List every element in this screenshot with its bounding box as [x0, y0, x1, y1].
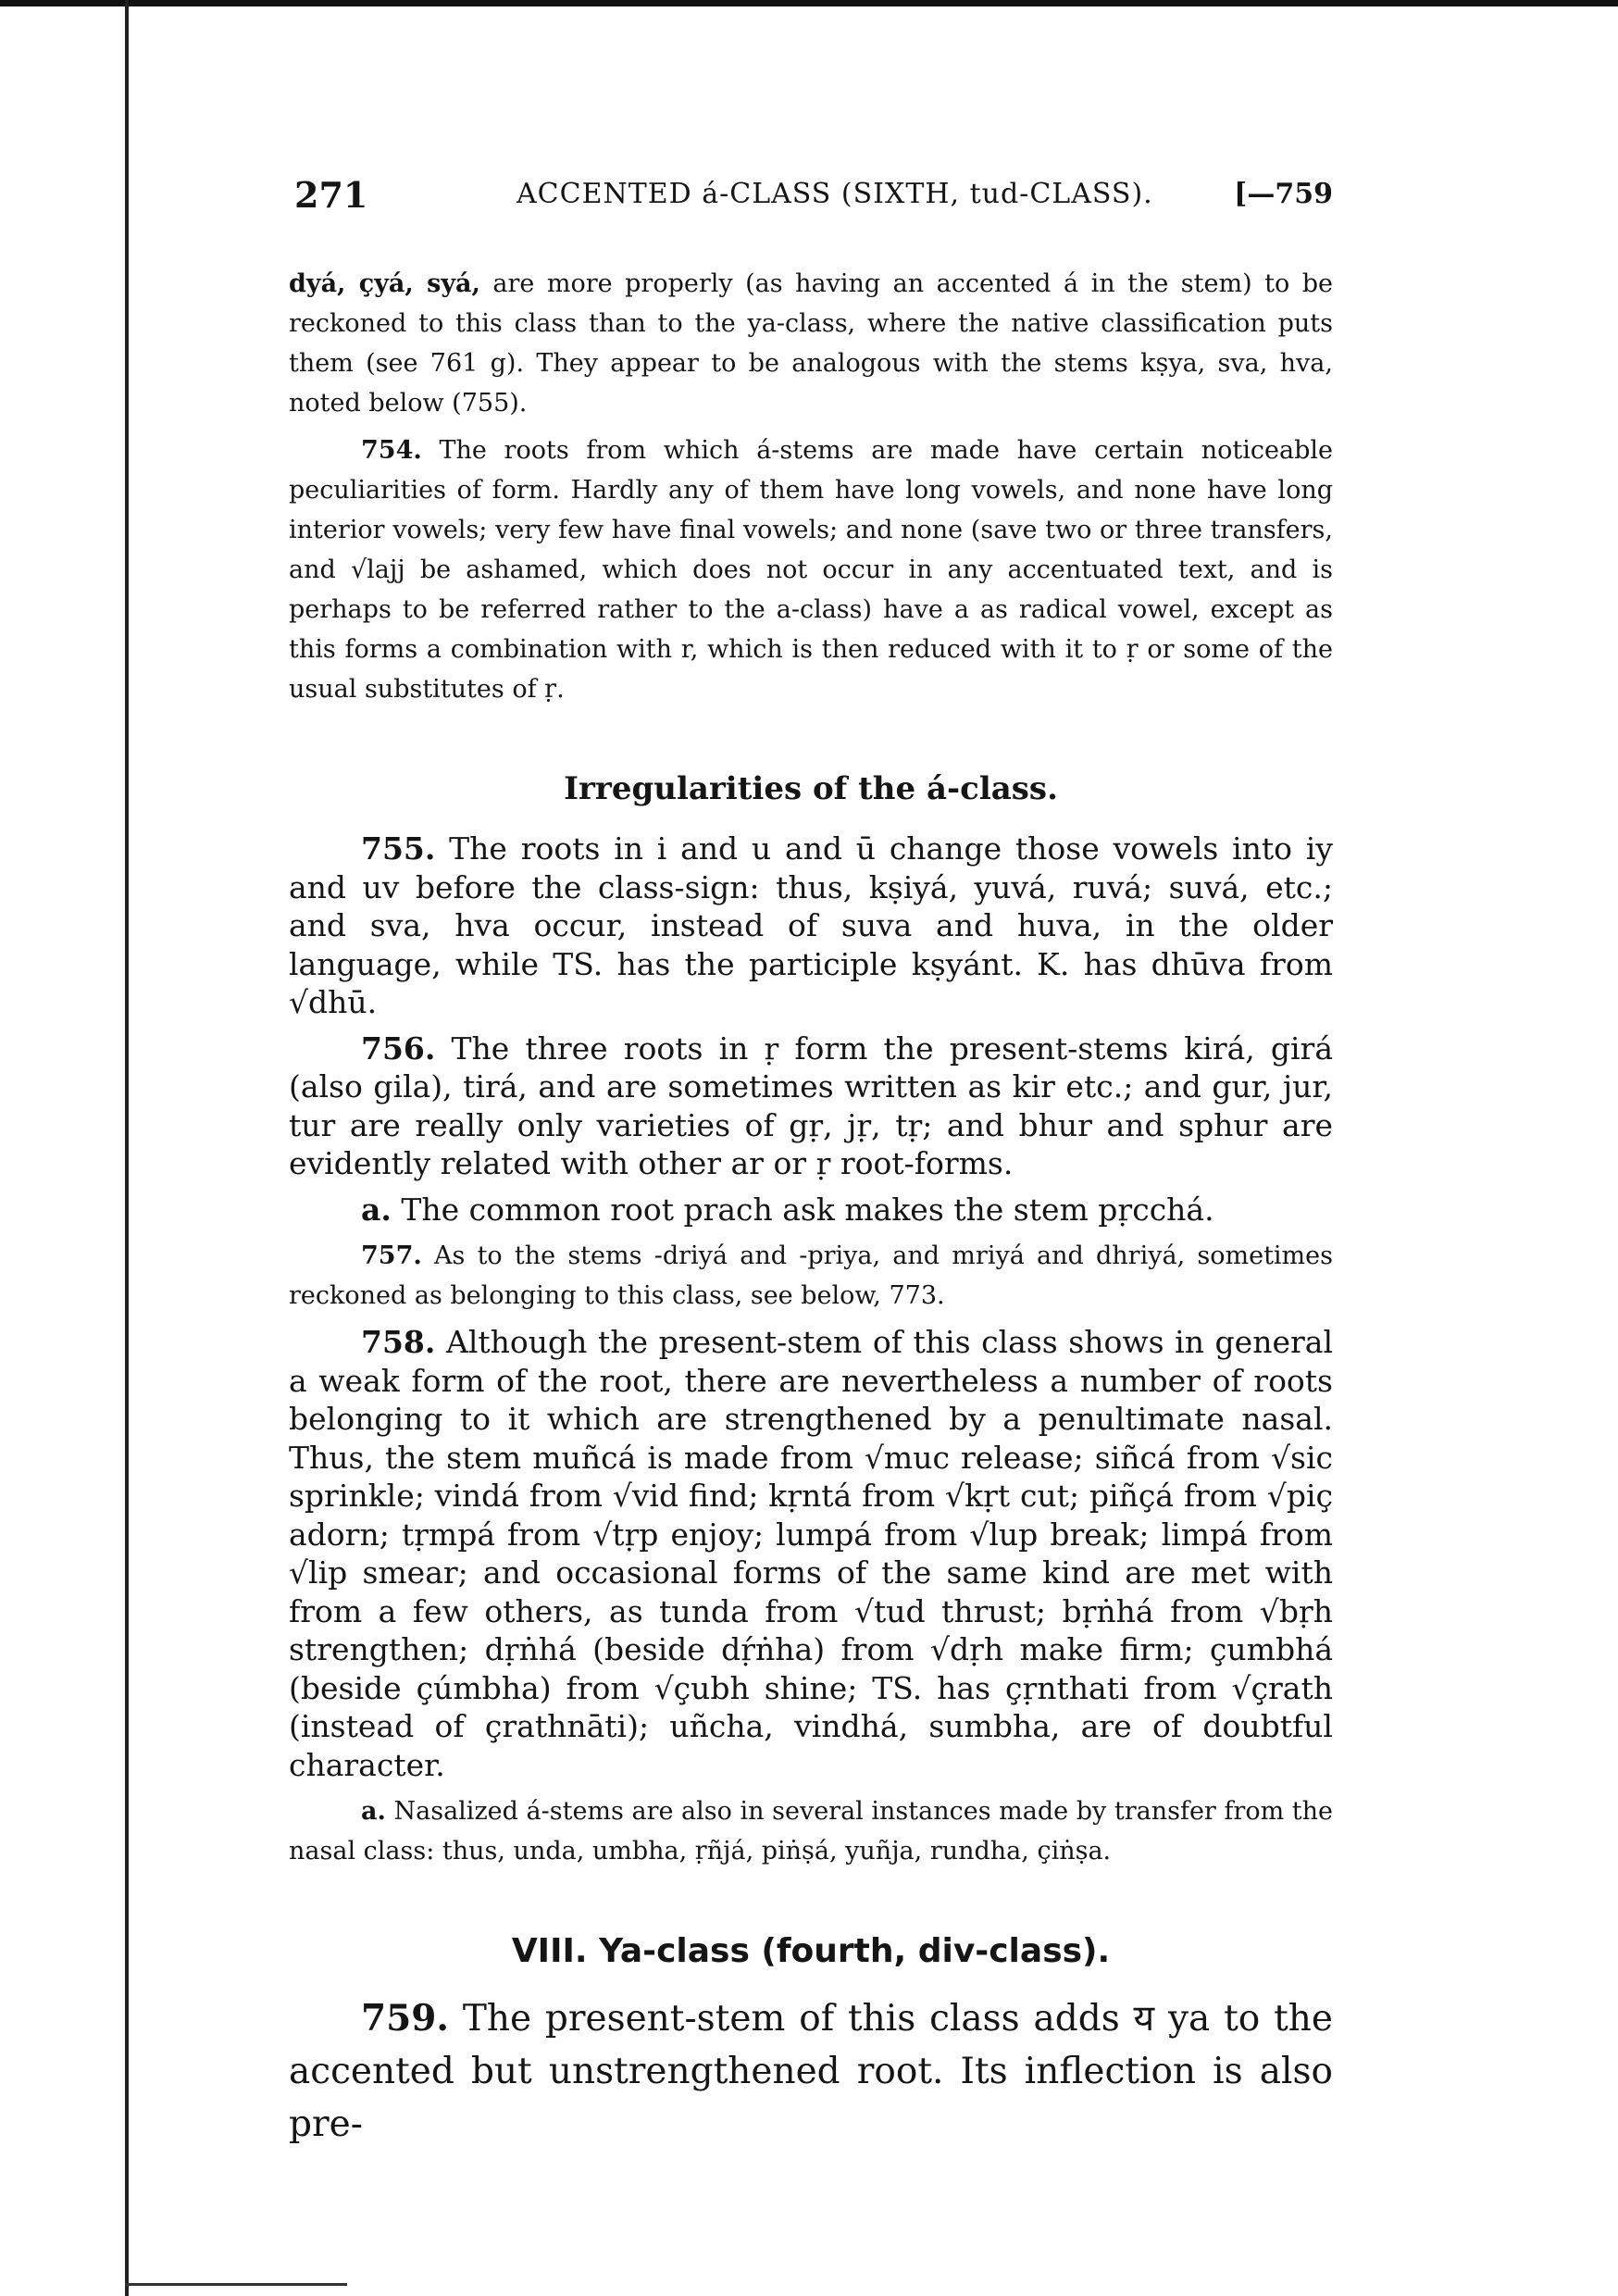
intro-paragraph	[289, 264, 1333, 423]
page-body	[289, 264, 1333, 2158]
paragraph-758a	[289, 1791, 1333, 1871]
subparagraph-label: a.	[361, 1191, 392, 1228]
left-binding-edge	[125, 0, 129, 2296]
paragraph-text: As to the stems -driyá and -priya, and mriyá and dhriyá, sometimes reckoned as belonging to this class, see below, 773.	[289, 1242, 1333, 1310]
paragraph-754	[289, 430, 1333, 709]
section-heading-ya-class: VIII. Ya-class (fourth, div-class).	[511, 1932, 1111, 1970]
paragraph-text: The roots from which á-stems are made have certain noticeable peculiarities of form. Hardly any of them have long vowels, and none have long interior vowels; very few have final vowels; and none (save two or three transfers, and √lajj be ashamed, which does not occur in any accentuated text, and is perhaps to be referred rather to the a-class) have a as radical vowel, except as this forms a combination with r, which is then reduced with it to ṛ or some of the usual substitutes of ṛ.	[289, 436, 1333, 704]
paragraph-text: The roots in i and u and ū change those vowels into iy and uv before the class-sign: thus, kṣiyá, yuvá, ruvá; suvá, etc.; and sva, hva occur, instead of suva and huva, in the older language, while TS. has the participle kṣyánt. K. has dhūva from √dhū.	[289, 830, 1333, 1020]
paragraph-number: 759.	[361, 1997, 449, 2040]
paragraph-text: The three roots in ṛ form the present-stems kirá, girá (also gila), tirá, and are sometimes written as kir etc.; and gur, jur, tur are really only varieties of gṛ, jṛ, tṛ; and bhur and sphur are evidently related with other ar or ṛ root-forms.	[289, 1029, 1333, 1181]
paragraph-number: 757.	[361, 1242, 422, 1270]
subparagraph-label: a.	[361, 1797, 386, 1826]
paragraph-number: 755.	[361, 830, 436, 867]
section-reference: [—759	[1234, 178, 1333, 210]
intro-roots: dyá, çyá, syá,	[289, 269, 480, 298]
paragraph-759	[289, 1992, 1333, 2151]
running-head: ACCENTED á-CLASS (SIXTH, tud-CLASS).	[517, 178, 1153, 210]
paragraph-text: The common root prach ask makes the stem pṛcchá.	[391, 1191, 1214, 1228]
paragraph-text: Nasalized á-stems are also in several instances made by transfer from the nasal class: thus, unda, umbha, ṛñjá, piṅṣá, yuñja, rundha, çiṅṣa.	[289, 1797, 1333, 1866]
top-border	[0, 0, 1618, 6]
paragraph-number: 756.	[361, 1029, 436, 1067]
paragraph-757	[289, 1236, 1333, 1316]
page-number: 271	[294, 174, 368, 216]
paragraph-number: 754.	[361, 436, 422, 465]
page-header	[294, 174, 1333, 220]
paragraph-756	[289, 1029, 1333, 1183]
intro-text: are more properly (as having an accented á in the stem) to be reckoned to this class than to the ya-class, where the native classification puts them (see 761 g). They appear to be analogous with the stems kṣya, sva, hva, noted below (755).	[289, 269, 1333, 418]
section-heading-irregularities: Irregularities of the á-class.	[564, 770, 1058, 807]
paragraph-755	[289, 830, 1333, 1022]
bottom-edge-line	[125, 2283, 347, 2286]
paragraph-text: Although the present-stem of this class shows in general a weak form of the root, there are nevertheless a number of roots belonging to it which are strengthened by a penultimate nasal. Thus, the stem muñcá is made from √muc release; siñcá from √sic sprinkle; vindá from √vid find; kṛntá from √kṛt cut; piñçá from √piç adorn; tṛmpá from √tṛp enjoy; lumpá from √lup break; limpá from √lip smear; and occasional forms of the same kind are met with from a few others, as tunda from √tud thrust; bṛṅhá from √bṛh strengthen; dṛṅhá (beside dṛ́ṅha) from √dṛh make firm; çumbhá (beside çúmbha) from √çubh shine; TS. has çṛnthati from √çrath (instead of çrathnāti); uñcha, vindhá, sumbha, are of doubtful character.	[289, 1324, 1333, 1783]
paragraph-758	[289, 1323, 1333, 1784]
paragraph-756a	[289, 1191, 1333, 1229]
paragraph-number: 758.	[361, 1324, 436, 1360]
paragraph-text: The present-stem of this class adds य ya to the accented but unstrengthened root. Its inflection is also pre-	[289, 1998, 1333, 2145]
